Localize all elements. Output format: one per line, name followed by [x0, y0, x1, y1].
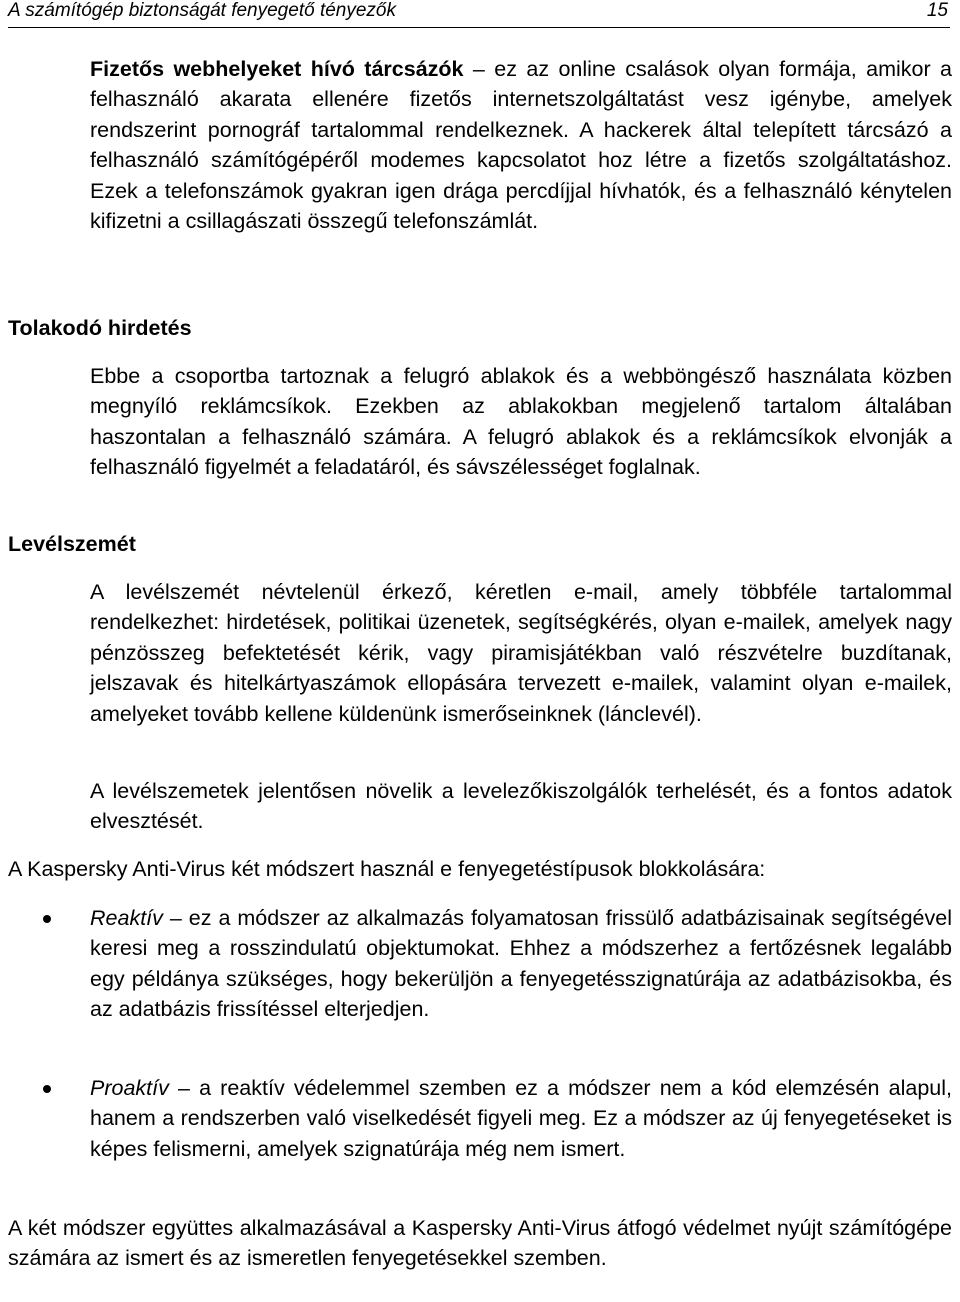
- dialers-paragraph: [90, 54, 952, 236]
- method-term: Proaktív: [90, 1076, 169, 1100]
- page-number: 15: [926, 0, 948, 21]
- bullet-icon: [43, 1085, 51, 1093]
- methods-conclusion: A két módszer együttes alkalmazásával a Kaspersky Anti-Virus átfogó védelmet nyújt számítógépe számára az ismert és az ismeretlen fenyegetésekkel szemben.: [8, 1216, 952, 1271]
- dialers-term: Fizetős webhelyeket hívó tárcsázók: [90, 57, 464, 81]
- method-text: – a reaktív védelemmel szemben ez a módszer nem a kód elemzésén alapul, hanem a rendszerben való viselkedését figyeli meg. Ez a módszer az új fenyegetéseket is képes felismerni, amelyek szignatúrája még nem ismert.: [90, 1076, 952, 1161]
- spam-paragraph-2: A levélszemetek jelentősen növelik a levelezőkiszolgálók terhelését, és a fontos adatok elvesztését.: [90, 779, 952, 834]
- method-item-reactive: [90, 903, 952, 1025]
- adware-paragraph: Ebbe a csoportba tartoznak a felugró ablakok és a webböngésző használata közben megnyíló reklámcsíkok. Ezekben az ablakokban megjelenő tartalom általában haszontalan a felhasználó számára. A felugró ablakok és a reklámcsíkok elvonják a felhasználó figyelmét a feladatáról, és sávszélességet foglalnak.: [90, 364, 952, 480]
- spam-paragraph-1: A levélszemét névtelenül érkező, kéretlen e-mail, amely többféle tartalommal rendelkezhet: hirdetések, politikai üzenetek, segítségkérés, olyan e-mailek, amelyek nagy pénzösszeg befektetését kérik, vagy piramisjátékban való részvételre buzdítanak, jelszavak és hitelkártyaszámok ellopására tervezett e-mailek, valamint olyan e-mailek, amelyeket tovább kellene küldenünk ismerőseinknek (lánclevél).: [90, 580, 952, 726]
- methods-intro: A Kaspersky Anti-Virus két módszert használ e fenyegetéstípusok blokkolására:: [8, 857, 766, 881]
- bullet-icon: [43, 915, 51, 923]
- page-header: [8, 0, 950, 28]
- method-text: – ez a módszer az alkalmazás folyamatosan frissülő adatbázisainak segítségével keresi meg a rosszindulatú objektumokat. Ehhez a módszerhez a fertőzésnek legalább egy példánya szükséges, hogy bekerüljön a fenyegetésszignatúrája az adatbázisokba, és az adatbázis frissítéssel elterjedjen.: [90, 906, 952, 1022]
- method-term: Reaktív: [90, 906, 163, 930]
- adware-heading: Tolakodó hirdetés: [8, 316, 192, 340]
- dialers-text: – ez az online csalások olyan formája, amikor a felhasználó akarata ellenére fizetős internetszolgáltatást vesz igénybe, amelyek rendszerint pornográf tartalommal rendelkeznek. A hackerek által telepített tárcsázó a felhasználó számítógépéről modemes kapcsolatot hoz létre a fizetős szolgáltatáshoz. Ezek a telefonszámok gyakran igen drága percdíjjal hívhatók, és a felhasználó kénytelen kifizetni a csillagászati összegű telefonszámlát.: [90, 57, 952, 234]
- spam-heading: Levélszemét: [8, 532, 136, 556]
- method-item-proactive: [90, 1073, 952, 1164]
- header-title: A számítógép biztonságát fenyegető tényezők: [8, 0, 396, 21]
